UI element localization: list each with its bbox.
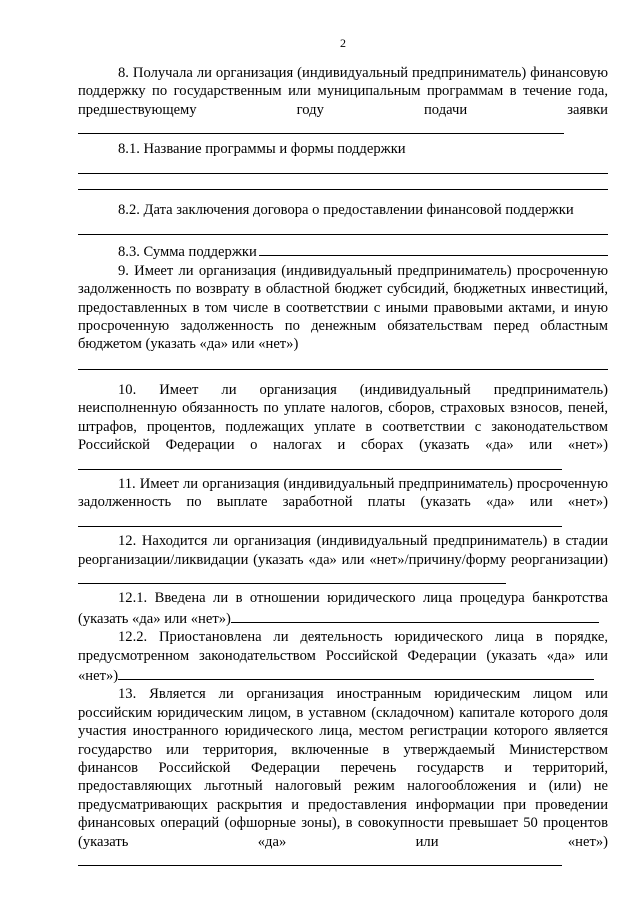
- question-13-text: 13. Является ли организация иностранным юридическим лицом или российским юридическим лицом, в уставном (складочном) капитале которого доля участия иностранного юридического лица, местом регистрации которого является государство или территория, включенные в утверждаемый Министерством финансов Российской Федерации перечень государств и территорий, предоставляющих льготный налоговый режим налогообложения и (или) не предусматривающих раскрытия и предоставления информации при проведении финансовых операций (офшорные зоны), в совокупности превышает 50 процентов (указать «да» или «нет»): [78, 686, 608, 850]
- answer-12-field[interactable]: [78, 569, 506, 584]
- answer-10-field[interactable]: [78, 455, 562, 470]
- answer-12-2-field[interactable]: [118, 665, 594, 680]
- question-8: [78, 64, 608, 140]
- question-12-2-text: 12.2. Приостановлена ли деятельность юридического лица в порядке, предусмотренном законодательством Российской Федерации (указать «да» или «нет»): [78, 629, 608, 684]
- question-8-3: [78, 241, 608, 261]
- question-8-3-text: 8.3. Сумма поддержки: [118, 244, 257, 261]
- document-page: [78, 36, 608, 871]
- answer-8-2-line[interactable]: [78, 219, 608, 235]
- question-9: [78, 262, 608, 354]
- answer-8-field[interactable]: [78, 119, 564, 134]
- question-11-text: 11. Имеет ли организация (индивидуальный предприниматель) просроченную задолженность по выплате заработной платы (указать «да» или «нет»): [78, 475, 608, 511]
- question-12-1-text: 12.1. Введена ли в отношении юридического лица процедура банкротства (указать «да» или «нет»): [78, 590, 608, 627]
- question-12: [78, 532, 608, 589]
- question-8-text: 8. Получала ли организация (индивидуальный предприниматель) финансовую поддержку по государственным или муниципальным программам в течение года, предшествующему году подачи заявки: [78, 65, 608, 118]
- question-8-2: [78, 201, 608, 219]
- page-number: 2: [340, 36, 346, 50]
- question-12-2: [78, 628, 608, 685]
- answer-12-1-field[interactable]: [231, 608, 599, 623]
- answer-9-line[interactable]: [78, 354, 608, 370]
- answer-8-1-line-1[interactable]: [78, 158, 608, 174]
- answer-8-3-field[interactable]: [259, 241, 608, 256]
- answer-13-field[interactable]: [78, 851, 562, 866]
- question-8-1: [78, 140, 608, 158]
- question-8-2-text: 8.2. Дата заключения договора о предоставлении финансовой поддержки: [118, 202, 574, 219]
- question-9-text: 9. Имеет ли организация (индивидуальный предприниматель) просроченную задолженность по возврату в областной бюджет субсидий, бюджетных инвестиций, предоставленных в том числе в соответствии с иными правовыми актами, и иную просроченную задолженность по денежным обязательствам перед областным бюджетом (указать «да» или «нет»): [78, 262, 608, 353]
- answer-8-1-line-2[interactable]: [78, 174, 608, 190]
- question-11: [78, 475, 608, 532]
- answer-11-field[interactable]: [78, 512, 562, 527]
- question-12-text: 12. Находится ли организация (индивидуальный предприниматель) в стадии реорганизации/ликвидации (указать «да» или «нет»/причину/форму реорганизации): [78, 533, 608, 568]
- question-8-1-text: 8.1. Название программы и формы поддержки: [118, 140, 406, 157]
- question-12-1: [78, 589, 608, 628]
- question-13: [78, 685, 608, 871]
- question-10: [78, 381, 608, 475]
- question-10-text: 10. Имеет ли организация (индивидуальный предприниматель) неисполненную обязанность по уплате налогов, сборов, страховых взносов, пеней, штрафов, процентов, подлежащих уплате в соответствии с законодательством Российской Федерации о налогах и сборах (указать «да» или «нет»): [78, 381, 608, 454]
